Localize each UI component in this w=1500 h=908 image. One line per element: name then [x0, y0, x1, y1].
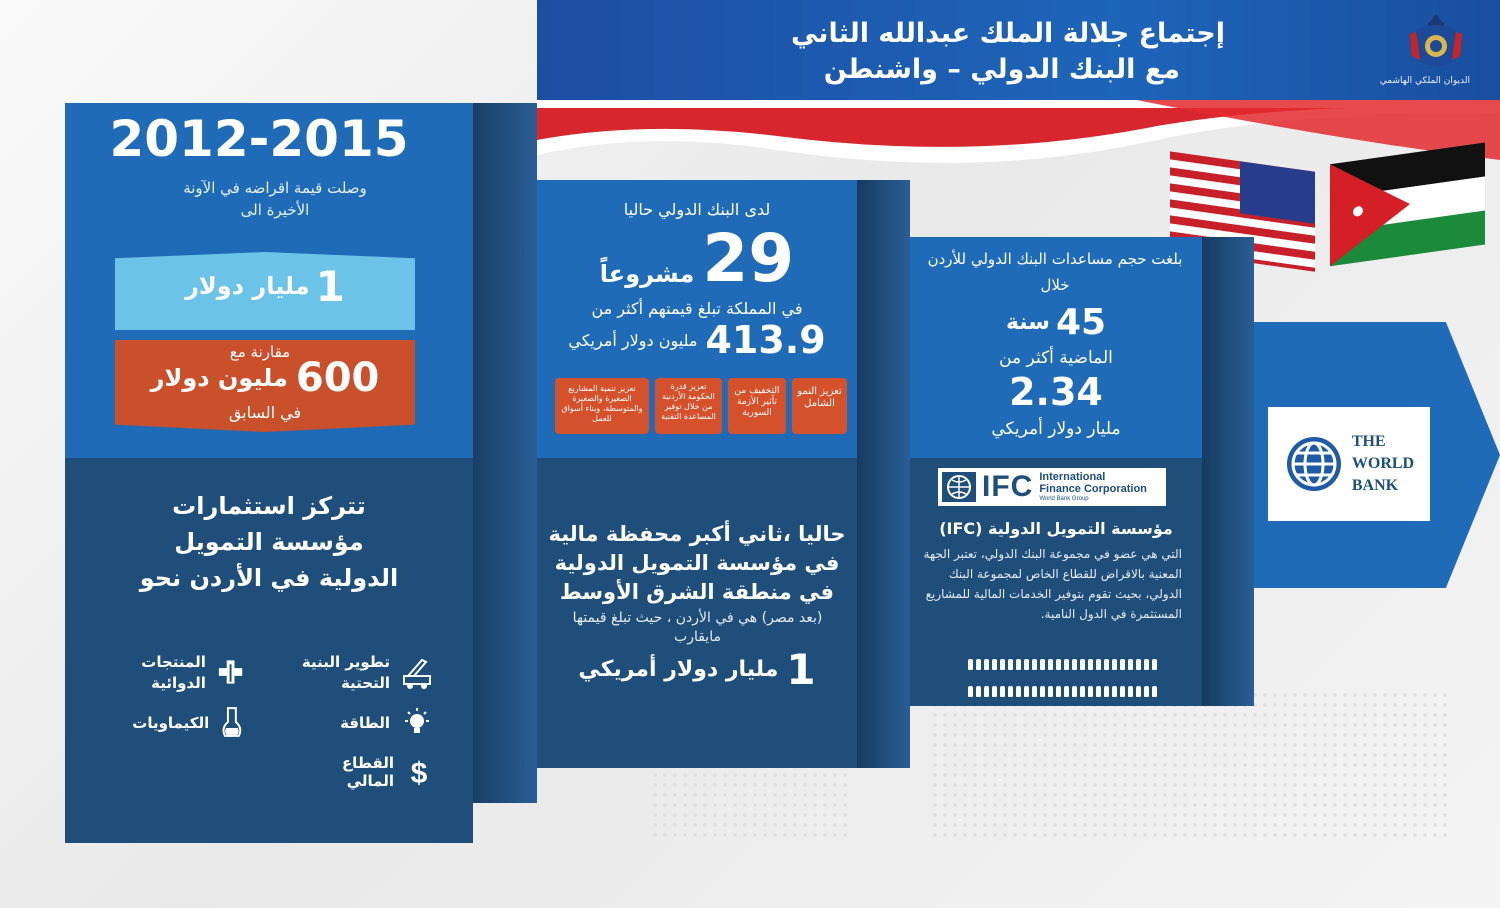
middle-amount-row: [537, 645, 857, 694]
value-row: [537, 318, 857, 362]
people-icon-row: [968, 655, 1168, 701]
projects-label: مشروعاً: [599, 260, 695, 288]
page-title: [700, 16, 1225, 88]
compare-suffix: في السابق: [228, 403, 302, 422]
middle-amount-number: 1: [786, 645, 816, 694]
people-icons: [968, 682, 1168, 701]
middle-heading-line-1: حاليا ،ثاني أكبر محفظة مالية: [548, 522, 846, 546]
projects-number: 29: [702, 220, 795, 297]
goal-badge: تعزيز النمو الشامل: [792, 378, 847, 434]
sector-label: المنتجات الدوائية: [141, 653, 206, 692]
lightbulb-icon: [400, 706, 434, 740]
world-bank-line-1: THE: [1351, 433, 1386, 450]
ifc-name: [1039, 471, 1147, 503]
left-subtitle: وصلت قيمة اقراضه في الآونة الأخيرة الى: [183, 179, 367, 219]
medical-icon: [216, 656, 245, 690]
ifc-globe-icon: [942, 470, 976, 504]
svg-text:$: $: [410, 757, 428, 789]
ifc-name-line-2: Finance Corporation: [1039, 483, 1147, 495]
crest-icon: [1402, 10, 1470, 72]
goal-badge: التخفيف من تأثير الأزمة السورية: [728, 378, 786, 434]
years-label: سنة: [1005, 310, 1050, 335]
ifc-body: التي هي عضو في مجموعة البنك الدولي، تعتبر الجهة المعنية بالاقراض للقطاع الخاص لمجموعة البنك الدولي، بحيث تقوم بتوفير الخدمات المالية للمشاريع المستثمرة في الدول النامية.: [923, 547, 1182, 621]
compare-number: 600: [295, 355, 380, 401]
royal-crest-logo: [1379, 10, 1470, 90]
projects-row: [537, 222, 857, 296]
ifc-name-line-1: International: [1039, 471, 1106, 483]
sector-label: الكيماويات: [132, 714, 210, 732]
world-map-dots: [930, 690, 1450, 840]
royal-court-caption: الديوان الملكي الهاشمي: [1379, 76, 1470, 86]
ifc-title: مؤسسة التمويل الدولية (IFC): [939, 519, 1173, 538]
right-amount-number: 2.34: [1009, 370, 1103, 414]
years-range: 2012-2015: [109, 110, 409, 168]
sector-item-finance: [294, 754, 434, 790]
sector-item-pharma: [133, 652, 245, 694]
flask-icon: [219, 706, 245, 740]
middle-note: (بعد مصر) هي في الأردن ، حيث تبلغ قيمتها مايقارب: [572, 610, 823, 645]
left-heading-line-1: تتركز استثمارات: [172, 492, 366, 520]
goal-badge: تعزيز قدرة الحكومة الأردنية من خلال توفير المساعدة التقنية: [655, 378, 722, 434]
left-bottom-heading: [65, 488, 473, 596]
amount-label: مليار دولار: [185, 272, 310, 300]
compare-label: مليون دولار: [150, 364, 288, 392]
compare-content: [115, 355, 415, 401]
middle-bottom-heading: [537, 520, 857, 607]
left-heading-line-2: مؤسسة التمويل: [174, 528, 364, 556]
middle-fold: [857, 180, 910, 768]
goal-badge: تعزيز تنمية المشاريع الصغيرة والصغيرة والمتوسطة، وبناء أسواق للعمل: [555, 378, 649, 434]
ifc-letters: IFC: [982, 470, 1034, 503]
value-number: 413.9: [705, 318, 826, 362]
past-text: الماضية أكثر من: [999, 348, 1113, 368]
sector-label: القطاع المالي: [341, 754, 394, 790]
sector-item-infrastructure: [294, 652, 434, 694]
left-fold: [473, 103, 537, 803]
world-bank-name: [1352, 431, 1414, 497]
world-bank-line-2: WORLD: [1351, 455, 1415, 472]
title-line-1: إجتماع جلالة الملك عبدالله الثاني: [790, 18, 1225, 49]
sector-item-energy: [294, 706, 434, 740]
crane-truck-icon: [400, 656, 434, 690]
amount-box-content: [115, 256, 415, 316]
jordan-flag-icon: [1325, 140, 1495, 280]
compare-prefix: مقارنة مع: [229, 343, 291, 361]
world-map-dots: [650, 760, 850, 840]
years-number: 45: [1055, 302, 1107, 343]
right-fold: [1202, 237, 1254, 706]
middle-heading-line-3: في منطقة الشرق الأوسط: [559, 580, 835, 604]
world-bank-line-3: BANK: [1351, 477, 1399, 494]
middle-amount-label: مليار دولار أمريكي: [578, 657, 779, 682]
sector-label: تطوير البنية التحتية: [301, 653, 390, 692]
middle-heading-line-2: في مؤسسة التمويل الدولية: [554, 551, 840, 575]
sector-label: الطاقة: [340, 714, 390, 732]
value-text: في المملكة تبلغ قيمتهم أكثر من: [591, 299, 803, 318]
value-label: مليون دولار أمريكي: [568, 330, 698, 350]
middle-intro: لدى البنك الدولي حاليا: [623, 200, 771, 219]
years-row: [910, 302, 1202, 343]
sector-item-chemicals: [125, 706, 245, 740]
ifc-tagline: World Bank Group: [1039, 496, 1089, 502]
ifc-logo: [938, 468, 1166, 506]
right-amount-label: مليار دولار أمريكي: [991, 419, 1121, 439]
title-line-2: مع البنك الدولي – واشنطن: [823, 54, 1180, 85]
right-intro: بلغت حجم مساعدات البنك الدولي للأردن خلال: [927, 250, 1183, 294]
amount-number: 1: [315, 261, 345, 311]
world-bank-logo: [1268, 407, 1430, 521]
world-bank-globe-icon: [1284, 434, 1344, 494]
people-icons: [968, 655, 1168, 674]
left-heading-line-3: الدولية في الأردن نحو: [139, 564, 399, 592]
dollar-icon: [404, 755, 434, 789]
